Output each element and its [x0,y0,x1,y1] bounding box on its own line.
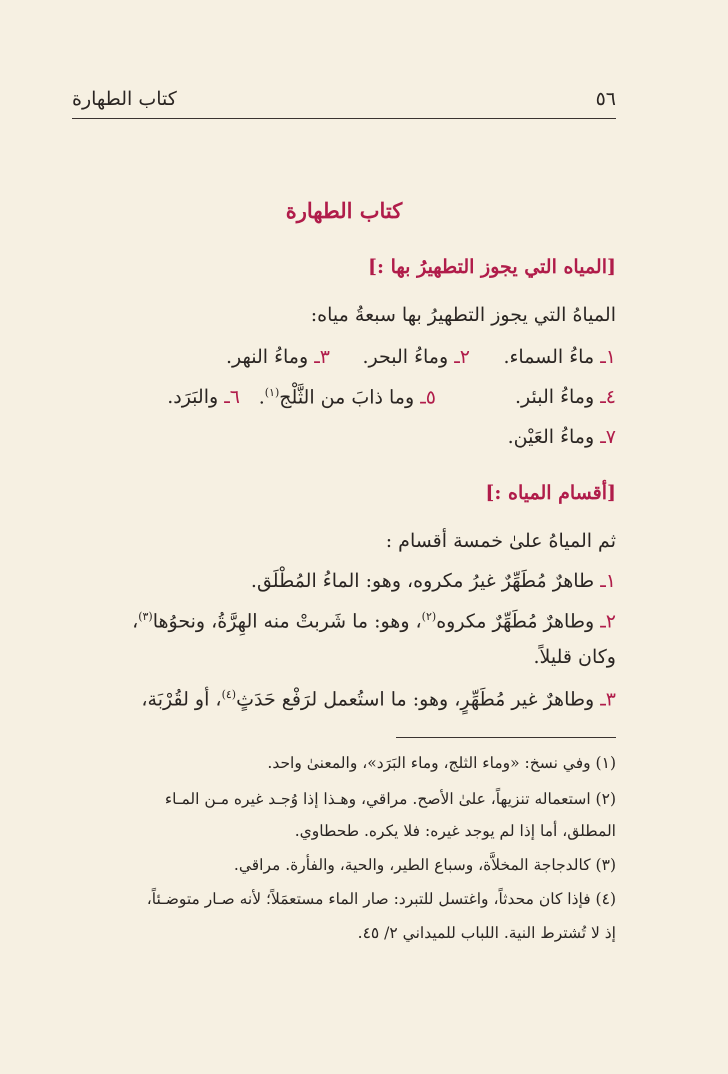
item-text: وطاهرٌ مُطَهِّرٌ مكروه [436,610,595,633]
list-item [167,386,240,408]
paragraph-2-continuation: وكان قليلاً. [533,646,616,668]
item-number: ٢ـ [600,610,616,633]
item-number: ٣ـ [314,346,330,368]
section-heading-waters: [المياه التي يجوز التطهيرُ بها :] [368,256,616,278]
running-title: كتاب الطهارة [72,88,177,110]
list-item [515,386,616,408]
item-number: ٤ـ [600,386,616,408]
item-text: وماءُ النهر. [225,346,309,368]
paragraph-1 [251,570,616,592]
page-number: ٥٦ [595,88,616,110]
item-text: طاهرٌ مُطَهِّرٌ غيرُ مكروه، وهو: الماءُ المُطْلَق. [250,570,595,592]
footnote-ref: (٢) [421,610,437,623]
item-punct: ، [132,610,139,633]
footnote-ref: (٤) [221,688,237,701]
item-text: ماءُ السماء. [503,346,595,368]
list-item [508,426,616,448]
item-punct: . [258,386,265,409]
footnote-2-continuation: المطلق، أما إذا لم يوجد غيره: فلا يكره. طحطاوي. [294,822,616,840]
item-text: وماءُ البحر. [362,346,449,368]
page-header [72,82,616,119]
section2-intro: ثم المياهُ علىٰ خمسة أقسام : [385,530,616,552]
item-text: ، وهو: ما شَربتْ منه الهِرَّةُ، ونحوُها [152,610,422,633]
paragraph-3 [141,688,616,710]
item-number: ١ـ [600,346,616,368]
item-text: وماءُ العَيْن. [507,426,595,448]
item-number: ٦ـ [224,386,240,408]
list-item [362,346,470,368]
item-text: وطاهرٌ غير مُطَهِّرٍ، وهو: ما استُعمل لرَفْع حَدَثٍ [236,688,595,711]
item-number: ٥ـ [420,386,436,409]
footnote-2: (٢) استعماله تنزيهاً، علىٰ الأصح. مراقي، وهـذا إذا وُجـد غيره مـن المـاء [164,790,616,808]
chapter-title: كتاب الطهارة [285,198,403,223]
item-text: ، أو لقُرْبَة، [141,688,222,711]
item-number: ٣ـ [600,688,616,711]
item-text: وما ذابَ من الثَّلْج [279,386,415,409]
item-number: ١ـ [600,570,616,592]
footnote-ref: (٣) [138,610,153,623]
paragraph-2 [132,610,616,632]
list-item [226,346,330,368]
section1-intro: المياهُ التي يجوز التطهيرُ بها سبعةُ مياه: [310,304,616,326]
footnote-4-continuation: إذ لا تُشترط النية. اللباب للميداني ٢/ ٤٥. [357,924,616,942]
footnote-1: (١) وفي نسخ: «وماء الثلج، وماء البَرَد»، والمعنىٰ واحد. [267,754,616,772]
list-item [259,386,436,408]
footnote-divider [396,737,616,738]
list-item [503,346,616,368]
footnote-ref: (١) [264,386,280,399]
item-number: ٧ـ [600,426,616,448]
item-text: والبَرَد. [167,386,219,408]
footnote-4: (٤) فإذا كان محدثاً، واغتسل للتبرد: صار الماء مستعمَلاً؛ لأنه صـار متوضـئاً، [146,890,616,908]
section-heading-divisions: [أقسام المياه :] [485,482,616,504]
footnote-3: (٣) كالدجاجة المخلاَّة، وسباع الطير، والحية، والفأرة. مراقي. [233,856,616,874]
item-text: وماءُ البئر. [514,386,595,408]
item-number: ٢ـ [454,346,470,368]
